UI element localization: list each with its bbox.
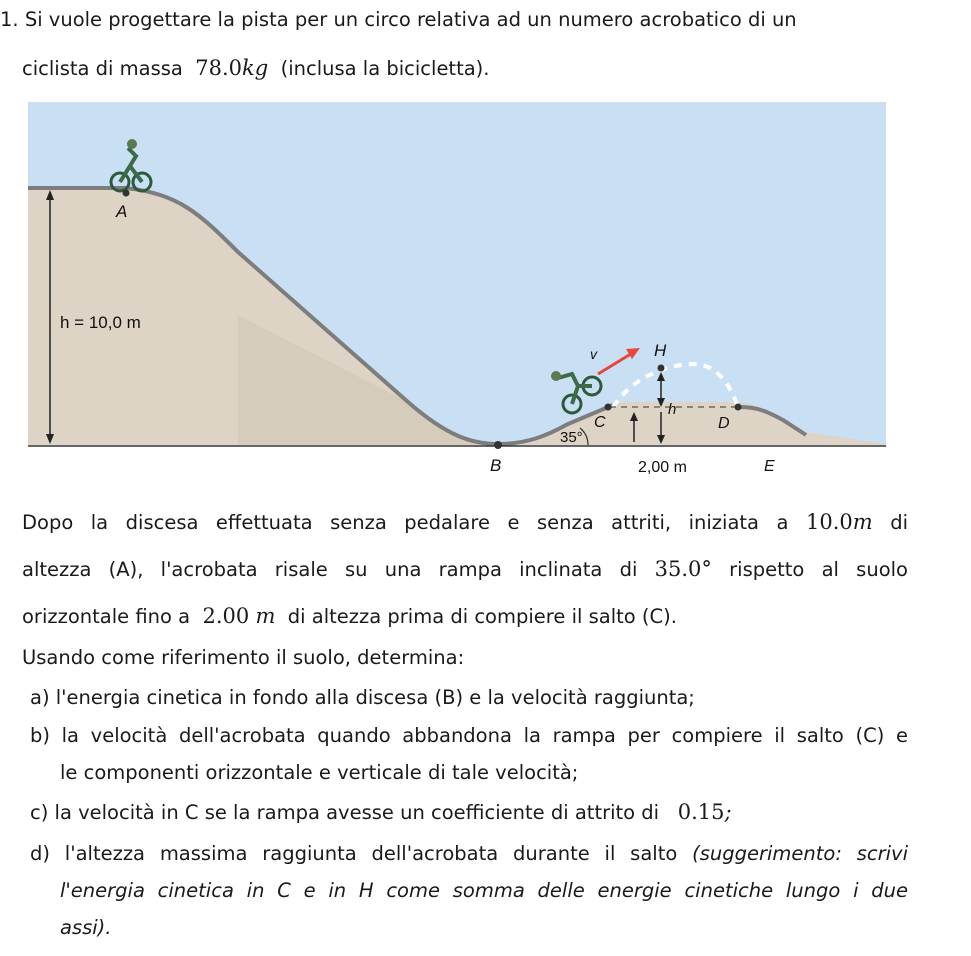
mass-value: 78.0 <box>195 56 243 80</box>
p3-text: orizzontale fino a <box>22 605 191 628</box>
p2-text: altezza (A), l'acrobata risale su una rampa inclinata di <box>22 558 638 581</box>
item-d-text-1a: d) l'altezza massima raggiunta dell'acrobata durante il salto <box>30 842 678 865</box>
item-a <box>30 686 695 710</box>
p2-unit: ° <box>701 557 712 581</box>
p2-value: 35.0 <box>654 557 702 581</box>
p3-end: di altezza prima di compiere il salto (C). <box>287 605 677 628</box>
point-B <box>494 441 502 449</box>
p3 <box>22 604 677 629</box>
point-H <box>658 365 665 372</box>
item-b2 <box>60 761 578 785</box>
label-v: v <box>590 346 597 362</box>
p2 <box>22 557 908 582</box>
p1 <box>22 510 908 535</box>
p1-end: di <box>890 511 908 534</box>
p1-text: Dopo la discesa effettuata senza pedalare e senza attriti, iniziata a <box>22 511 789 534</box>
item-d-text-3: assi). <box>60 916 112 939</box>
item-d1 <box>30 842 908 866</box>
point-A <box>123 190 130 197</box>
label-H: H <box>654 341 667 360</box>
p2-end: rispetto al suolo <box>729 558 908 581</box>
item-c <box>30 800 732 825</box>
item-a-text: a) l'energia cinetica in fondo alla discesa (B) e la velocità raggiunta; <box>30 686 695 709</box>
item-d-text-1b: (suggerimento: scrivi <box>692 842 908 865</box>
point-D <box>735 404 742 411</box>
intro-text-1: Si vuole progettare la pista per un circo relativa ad un numero acrobatico di un <box>24 8 797 31</box>
label-E: E <box>764 458 775 475</box>
intro-text-2b: (inclusa la bicicletta). <box>280 57 490 80</box>
label-h: h <box>668 401 677 418</box>
p1-value: 10.0 <box>806 510 853 534</box>
item-c-value: 0.15 <box>677 800 725 824</box>
p4-text: Usando come riferimento il suolo, determina: <box>22 646 465 669</box>
mass-unit: kg <box>242 56 269 80</box>
figure-bottom <box>28 445 886 488</box>
p1-unit: m <box>852 510 873 534</box>
problem-number: 1. <box>0 8 19 31</box>
item-b1 <box>30 724 908 748</box>
p4 <box>22 646 464 670</box>
intro-text-2a: ciclista di massa <box>22 57 183 80</box>
circus-track-figure <box>28 102 886 488</box>
p3-value: 2.00 <box>202 604 250 628</box>
label-B: B <box>490 456 502 475</box>
intro-line-2 <box>22 56 489 81</box>
height-label: h = 10,0 m <box>60 313 141 332</box>
label-A: A <box>116 202 128 221</box>
intro-line-1 <box>0 8 908 32</box>
angle-label: 35° <box>560 429 583 446</box>
distance-label: 2,00 m <box>638 459 687 476</box>
item-c-text: c) la velocità in C se la rampa avesse un coefficiente di attrito di <box>30 801 660 824</box>
item-b-text-2: le componenti orizzontale e verticale di tale velocità; <box>60 761 579 784</box>
item-c-end: ; <box>724 800 732 824</box>
label-C: C <box>594 414 606 431</box>
item-d-text-2: l'energia cinetica in C e in H come somma delle energie cinetiche lungo i due <box>60 879 908 902</box>
item-b-text-1: b) la velocità dell'acrobata quando abbandona la rampa per compiere il salto (C) e <box>30 724 908 747</box>
item-d3 <box>60 916 112 940</box>
label-D: D <box>718 415 730 432</box>
p3-unit: m <box>255 604 276 628</box>
item-d2 <box>60 879 908 903</box>
